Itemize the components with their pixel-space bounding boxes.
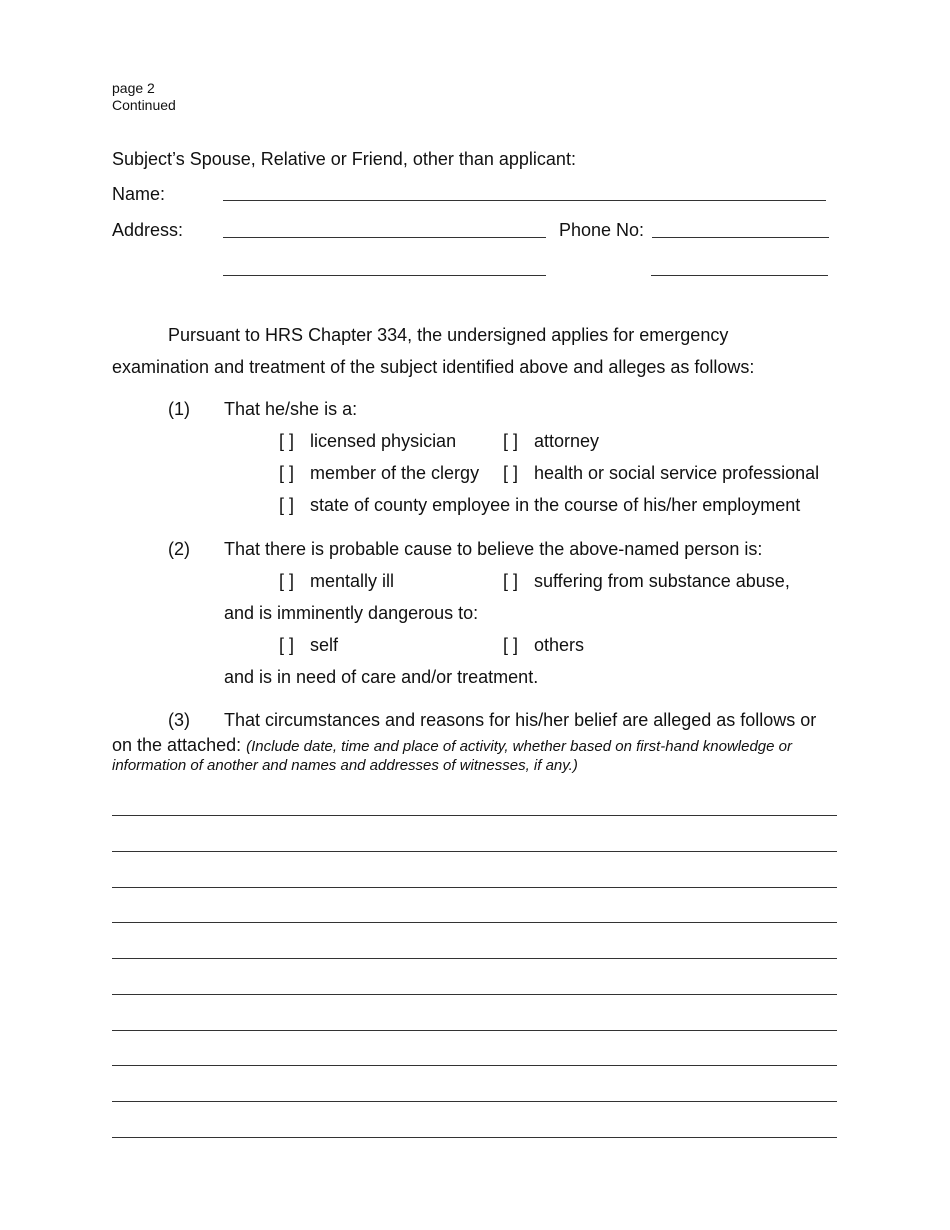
checkbox-county-employee[interactable] (279, 494, 800, 516)
item1-text: That he/she is a: (224, 399, 358, 419)
checkbox-self[interactable] (279, 634, 338, 656)
option-label: others (534, 635, 585, 655)
item2-number: (2) (168, 539, 190, 559)
name-field[interactable] (223, 200, 826, 201)
checkbox-mark: [ ] (503, 463, 519, 483)
checkbox-substance-abuse[interactable] (503, 570, 790, 592)
phone-field-line2[interactable] (651, 275, 828, 276)
checkbox-mark: [ ] (279, 495, 295, 515)
checkbox-health-professional[interactable] (503, 462, 819, 484)
address-label: Address: (112, 220, 184, 240)
option-label: state of county employee in the course of his/her employment (310, 495, 801, 515)
item3-number: (3) (168, 710, 190, 730)
phone-label: Phone No: (559, 220, 645, 240)
address-field-line1[interactable] (223, 237, 546, 238)
item3-note2: information of another and names and addresses of witnesses, if any.) (112, 757, 578, 774)
checkbox-mark: [ ] (279, 431, 295, 451)
checkbox-mark: [ ] (503, 571, 519, 591)
item1-number: (1) (168, 399, 190, 419)
item3-line2: on the attached: (112, 735, 242, 755)
intro-line2: examination and treatment of the subject identified above and alleges as follows: (112, 357, 755, 377)
name-label: Name: (112, 184, 166, 204)
option-label: member of the clergy (310, 463, 480, 483)
checkbox-mentally-ill[interactable] (279, 570, 394, 592)
danger-text: and is imminently dangerous to: (224, 603, 479, 623)
writing-line[interactable] (112, 1101, 837, 1102)
checkbox-licensed-physician[interactable] (279, 430, 456, 452)
writing-line[interactable] (112, 1030, 837, 1031)
checkbox-mark: [ ] (503, 635, 519, 655)
item3-note1: (Include date, time and place of activity, whether based on first-hand knowledge or (246, 738, 792, 755)
option-label: licensed physician (310, 431, 457, 451)
writing-line[interactable] (112, 851, 837, 852)
checkbox-mark: [ ] (279, 635, 295, 655)
writing-line[interactable] (112, 887, 837, 888)
address-field-line2[interactable] (223, 275, 546, 276)
writing-line[interactable] (112, 922, 837, 923)
checkbox-others[interactable] (503, 634, 584, 656)
option-label: health or social service professional (534, 463, 820, 483)
writing-line[interactable] (112, 815, 837, 816)
checkbox-attorney[interactable] (503, 430, 599, 452)
writing-line[interactable] (112, 958, 837, 959)
phone-field-line1[interactable] (652, 237, 829, 238)
option-label: self (310, 635, 339, 655)
checkbox-mark: [ ] (279, 571, 295, 591)
item3-line1: That circumstances and reasons for his/her belief are alleged as follows or (224, 710, 817, 730)
writing-line[interactable] (112, 1137, 837, 1138)
option-label: suffering from substance abuse, (534, 571, 790, 591)
checkbox-clergy[interactable] (279, 462, 479, 484)
page-number: page 2 (112, 80, 155, 96)
item2-text: That there is probable cause to believe the above-named person is: (224, 539, 763, 559)
option-label: attorney (534, 431, 600, 451)
checkbox-mark: [ ] (279, 463, 295, 483)
continued-label: Continued (112, 97, 176, 113)
writing-line[interactable] (112, 1065, 837, 1066)
option-label: mentally ill (310, 571, 395, 591)
writing-line[interactable] (112, 994, 837, 995)
checkbox-mark: [ ] (503, 431, 519, 451)
care-text: and is in need of care and/or treatment. (224, 667, 539, 687)
intro-line1: Pursuant to HRS Chapter 334, the undersigned applies for emergency (168, 325, 729, 345)
contact-heading: Subject’s Spouse, Relative or Friend, other than applicant: (112, 149, 576, 169)
